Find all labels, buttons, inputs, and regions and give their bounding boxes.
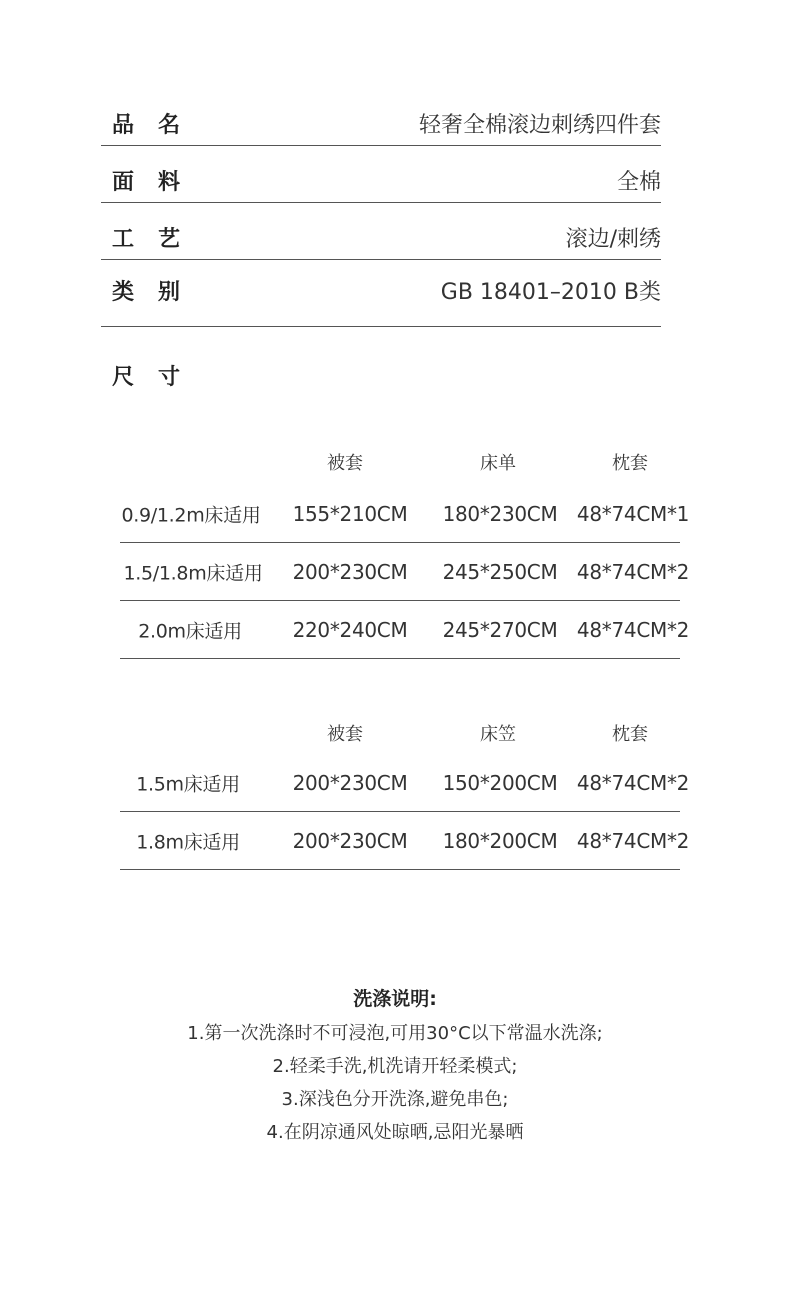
table-row bbox=[120, 812, 690, 870]
spec-row-name bbox=[101, 89, 661, 146]
fitted-sheet-size: 180*200CM bbox=[442, 828, 558, 853]
washing-line: 4.在阴凉通风处晾晒,忌阳光暴晒 bbox=[266, 1122, 524, 1143]
spec-label: 面料 bbox=[112, 170, 205, 195]
sheet-size: 180*230CM bbox=[442, 501, 558, 526]
washing-title: 洗涤说明: bbox=[353, 988, 437, 1010]
row-label: 2.0m床适用 bbox=[138, 620, 242, 642]
fitted-sheet-size: 150*200CM bbox=[442, 770, 558, 795]
pillowcase-size: 48*74CM*2 bbox=[576, 770, 690, 795]
washing-line: 1.第一次洗涤时不可浸泡,可用30°C以下常温水洗涤; bbox=[187, 1023, 603, 1044]
duvet-size: 220*240CM bbox=[292, 617, 408, 642]
table-header: 床单 bbox=[480, 453, 516, 474]
spec-value: 滚边/刺绣 bbox=[565, 227, 661, 252]
sheet-size: 245*270CM bbox=[442, 617, 558, 642]
table-header: 被套 bbox=[327, 724, 363, 745]
duvet-size: 200*230CM bbox=[292, 770, 408, 795]
pillowcase-size: 48*74CM*2 bbox=[576, 617, 690, 642]
washing-instructions bbox=[0, 985, 790, 1149]
table-row bbox=[120, 543, 690, 601]
size-section-title: 尺寸 bbox=[112, 365, 205, 390]
table-row bbox=[120, 754, 690, 812]
duvet-size: 200*230CM bbox=[292, 828, 408, 853]
pillowcase-size: 48*74CM*2 bbox=[576, 559, 690, 584]
spec-row-fabric bbox=[101, 146, 661, 203]
table-header: 床笠 bbox=[480, 724, 516, 745]
pillowcase-size: 48*74CM*1 bbox=[576, 501, 690, 526]
spec-row-category bbox=[101, 260, 661, 327]
pillowcase-size: 48*74CM*2 bbox=[576, 828, 690, 853]
table-header: 被套 bbox=[327, 453, 363, 474]
row-label: 1.5m床适用 bbox=[136, 773, 240, 795]
spec-label: 类别 bbox=[112, 280, 205, 305]
row-label: 1.8m床适用 bbox=[136, 831, 240, 853]
spec-label: 工艺 bbox=[112, 227, 205, 252]
table-header: 枕套 bbox=[612, 453, 648, 474]
sheet-size: 245*250CM bbox=[442, 559, 558, 584]
row-label: 0.9/1.2m床适用 bbox=[121, 504, 261, 526]
spec-row-craft bbox=[101, 203, 661, 260]
table-row bbox=[120, 601, 690, 659]
washing-line: 2.轻柔手洗,机洗请开轻柔模式; bbox=[272, 1056, 518, 1077]
spec-value: 轻奢全棉滚边刺绣四件套 bbox=[418, 113, 661, 138]
washing-line: 3.深浅色分开洗涤,避免串色; bbox=[281, 1089, 509, 1110]
spec-value: GB 18401–2010 B类 bbox=[440, 280, 661, 305]
spec-label: 品名 bbox=[112, 113, 205, 138]
spec-value: 全棉 bbox=[616, 170, 661, 195]
table-header: 枕套 bbox=[612, 724, 648, 745]
row-label: 1.5/1.8m床适用 bbox=[123, 562, 263, 584]
duvet-size: 155*210CM bbox=[292, 501, 408, 526]
duvet-size: 200*230CM bbox=[292, 559, 408, 584]
table-row bbox=[120, 485, 690, 543]
